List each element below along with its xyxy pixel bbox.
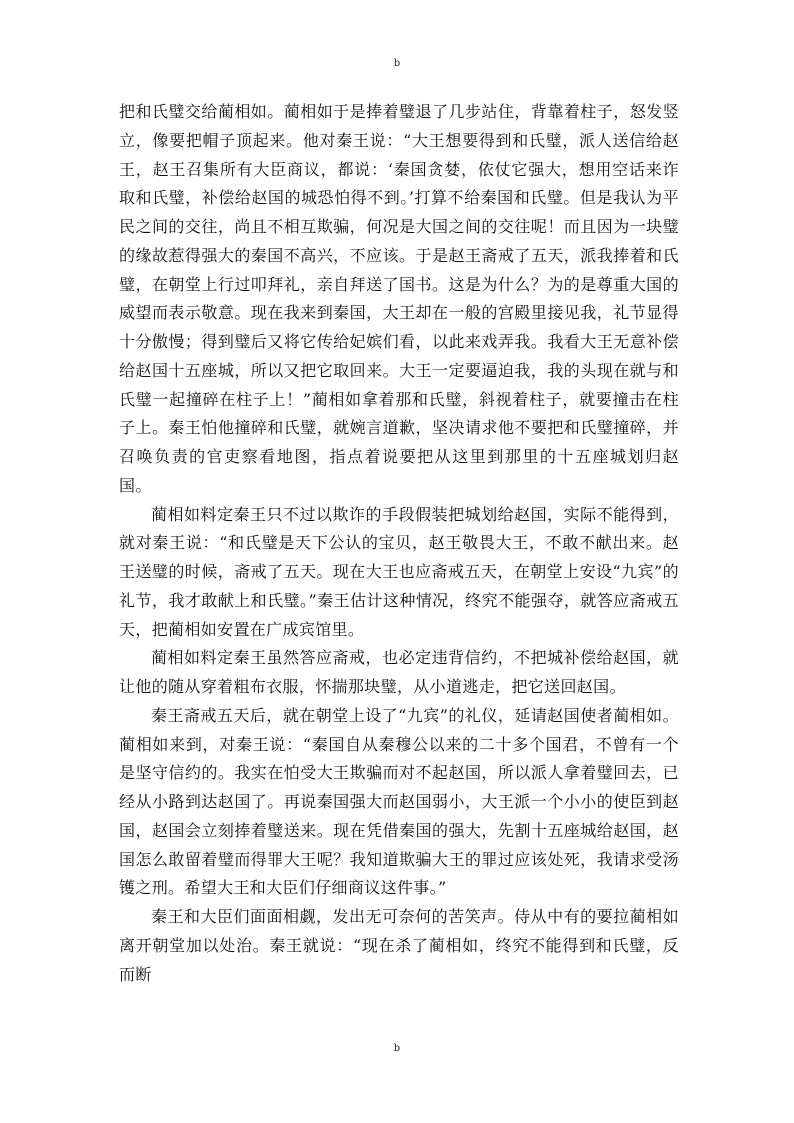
paragraph-3: 蔺相如料定秦王虽然答应斋戒，也必定违背信约，不把城补偿给赵国，就让他的随从穿着粗布衣服，怀揣那块璧，从小道逃走，把它送回赵国。 — [119, 648, 679, 696]
paragraph-5: 秦王和大臣们面面相觑，发出无可奈何的苦笑声。侍从中有的要拉蔺相如离开朝堂加以处治。秦王就说：“现在杀了蔺相如，终究不能得到和氏璧，反而断 — [119, 907, 679, 984]
page-footer-marker: b — [393, 1043, 401, 1054]
paragraph-4: 秦王斋戒五天后，就在朝堂上设了“九宾”的礼仪，延请赵国使者蔺相如。蔺相如来到，对秦王说：“秦国自从秦穆公以来的二十多个国君，不曾有一个是坚守信约的。我实在怕受大王欺骗而对不起赵国，所以派人拿着璧回去，已经从小路到达赵国了。再说秦国强大而赵国弱小，大王派一个小小的使臣到赵国，赵国会立刻捧着璧送来。现在凭借秦国的强大，先割十五座城给赵国，赵国怎么敢留着璧而得罪大王呢？我知道欺骗大王的罪过应该处死，我请求受汤镬之刑。希望大王和大臣们仔细商议这件事。” — [119, 705, 679, 898]
paragraph-2: 蔺相如料定秦王只不过以欺诈的手段假装把城划给赵国，实际不能得到，就对秦王说：“和氏璧是天下公认的宝贝，赵王敬畏大王，不敢不献出来。赵王送璧的时候，斋戒了五天。现在大王也应斋戒五天，在朝堂上安设“九宾”的礼节，我才敢献上和氏璧。”秦王估计这种情况，终究不能强夺，就答应斋戒五天，把蔺相如安置在广成宾馆里。 — [119, 504, 679, 639]
paragraph-1: 把和氏璧交给蔺相如。蔺相如于是捧着璧退了几步站住，背靠着柱子，怒发竖立，像要把帽子顶起来。他对秦王说：“大王想要得到和氏璧，派人送信给赵王，赵王召集所有大臣商议，都说：‘秦国贪婪，依仗它强大，想用空话来诈取和氏璧，补偿给赵国的城恐怕得不到。’打算不给秦国和氏璧。但是我认为平民之间的交往，尚且不相互欺骗，何况是大国之间的交往呢！而且因为一块璧的缘故惹得强大的秦国不高兴，不应该。于是赵王斋戒了五天，派我捧着和氏璧，在朝堂上行过叩拜礼，亲自拜送了国书。这是为什么？为的是尊重大国的威望而表示敬意。现在我来到秦国，大王却在一般的宫殿里接见我，礼节显得十分傲慢；得到璧后又将它传给妃嫔们看，以此来戏弄我。我看大王无意补偿给赵国十五座城，所以又把它取回来。大王一定要逼迫我，我的头现在就与和氏璧一起撞碎在柱子上！”蔺相如拿着那和氏璧，斜视着柱子，就要撞击在柱子上。秦王怕他撞碎和氏璧，就婉言道歉，坚决请求他不要把和氏璧撞碎，并召唤负责的官吏察看地图，指点着说要把从这里到那里的十五座城划归赵 国。 — [119, 102, 679, 495]
document-body — [119, 98, 679, 989]
page-header-marker: b — [393, 58, 401, 69]
